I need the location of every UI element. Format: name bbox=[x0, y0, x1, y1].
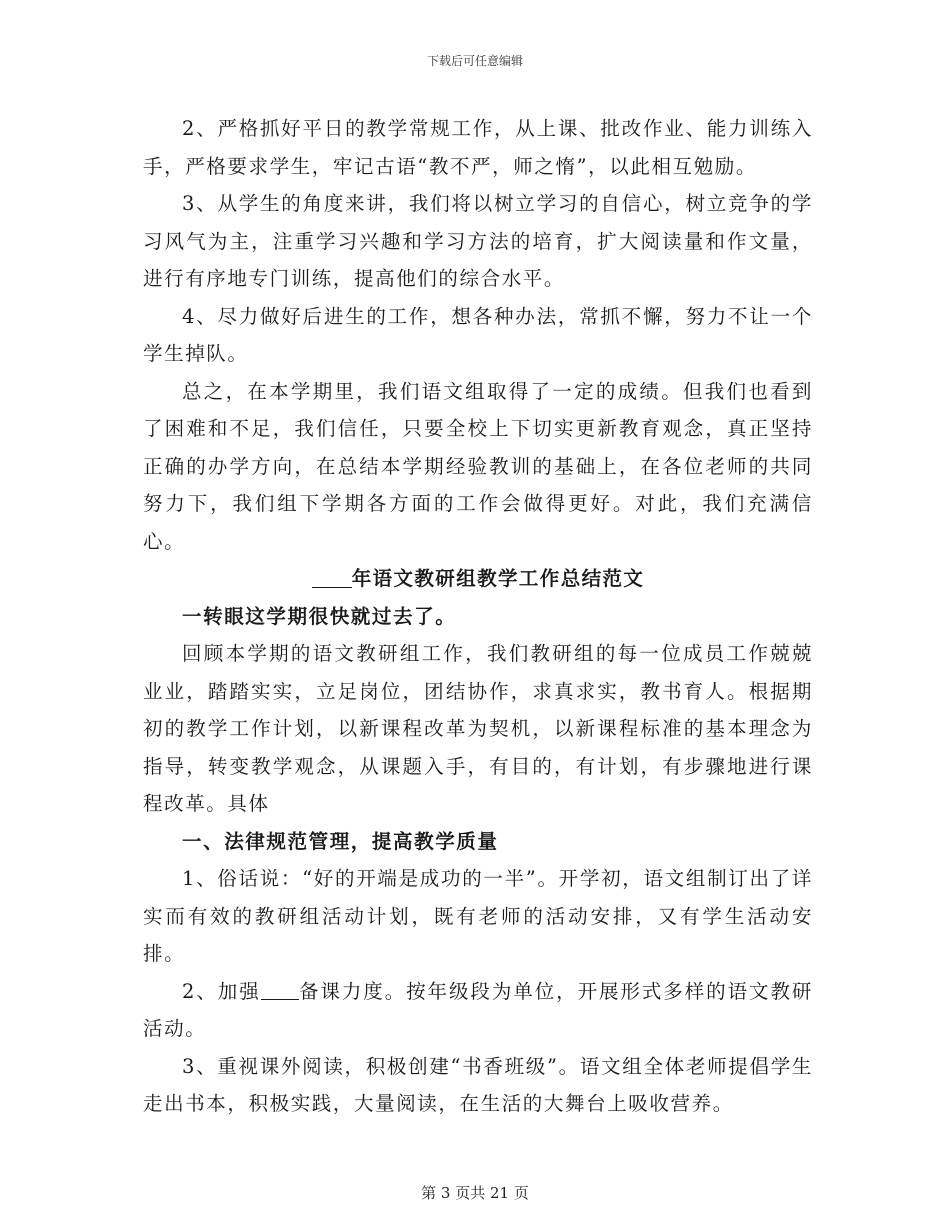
fill-in-blank bbox=[312, 566, 352, 587]
paragraph-item-3: 3、从学生的角度来讲，我们将以树立学习的自信心，树立竞争的学习风气为主，注重学习兴趣和学习方法的培育，扩大阅读量和作文量，进行有序地专门训练，提高他们的综合水平。 bbox=[143, 192, 813, 290]
section-title bbox=[143, 560, 813, 598]
paragraph-point-2 bbox=[143, 973, 813, 1048]
paragraph-item-4: 4、尽力做好后进生的工作，想各种办法，常抓不懈，努力不让一个学生掉队。 bbox=[143, 304, 813, 365]
point-2-start: 2、加强 bbox=[182, 979, 261, 1003]
page-header: 下载后可任意编辑 bbox=[426, 54, 523, 68]
paragraph-point-1: 1、俗话说：“好的开端是成功的一半”。开学初，语文组制订出了详实而有效的教研组活动计划，既有老师的活动安排，又有学生活动安排。 bbox=[143, 867, 813, 965]
point-2-rest: 备课力度。按年级段为单位，开展形式多样的语文教研活动。 bbox=[143, 979, 813, 1040]
subheading-management: 一、法律规范管理，提高教学质量 bbox=[182, 829, 499, 853]
fill-in-blank bbox=[261, 979, 299, 1000]
paragraph-summary: 总之，在本学期里，我们语文组取得了一定的成绩。但我们也看到了困难和不足，我们信任，只要全校上下切实更新教育观念，真正坚持正确的办学方向，在总结本学期经验教训的基础上，在各位老师的共同努力下，我们组下学期各方面的工作会做得更好。对此，我们充满信心。 bbox=[143, 379, 813, 553]
opening-line: 一转眼这学期很快就过去了。 bbox=[182, 604, 457, 628]
paragraph-review: 回顾本学期的语文教研组工作，我们教研组的每一位成员工作兢兢业业，踏踏实实，立足岗位，团结协作，求真求实，教书育人。根据期初的教学工作计划，以新课程改革为契机，以新课程标准的基本理念为指导，转变教学观念，从课题入手，有目的，有计划，有步骤地进行课程改革。具体 bbox=[143, 642, 813, 815]
paragraph-point-3: 3、重视课外阅读，积极创建“书香班级”。语文组全体老师提倡学生走出书本，积极实践，大量阅读，在生活的大舞台上吸收营养。 bbox=[143, 1054, 813, 1115]
paragraph-item-2: 2、严格抓好平日的教学常规工作，从上课、批改作业、能力训练入手，严格要求学生，牢记古语“教不严，师之惰”，以此相互勉励。 bbox=[143, 117, 813, 178]
document-body bbox=[143, 110, 813, 1123]
section-title-text: 年语文教研组教学工作总结范文 bbox=[351, 567, 645, 590]
page-footer: 第 3 页共 21 页 bbox=[421, 1184, 529, 1202]
